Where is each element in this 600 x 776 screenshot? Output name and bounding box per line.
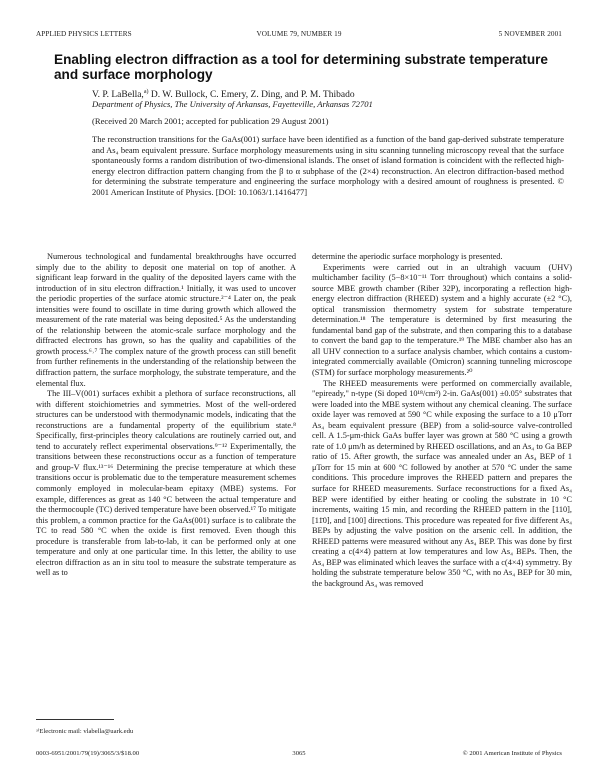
doi-link[interactable]: [DOI: 10.1063/1.1416477] (215, 186, 308, 197)
volume-number: VOLUME 79, NUMBER 19 (256, 30, 342, 38)
received-dates: (Received 20 March 2001; accepted for publication 29 August 2001) (92, 116, 329, 126)
first-author: V. P. LaBella, (92, 90, 144, 101)
page-footer (36, 750, 562, 760)
page-number: 3065 (292, 750, 306, 757)
issue-date: 5 NOVEMBER 2001 (498, 30, 562, 38)
copyright-notice: © 2001 American Institute of Physics. (92, 176, 564, 197)
paragraph: determine the aperiodic surface morphology is presented. (312, 252, 503, 261)
paragraph: Experiments were carried out in an ultrahigh vacuum (UHV) multichamber facility (5−8×10⁻¹¹ Torr throughout) which contains a solid-source MBE growth chamber (Riber 32P), incorporating a reflection high-energy electron diffraction (RHEED) system and a highly accurate (±2 °C), optical transmission thermometry system for substrate temperature determination.¹⁸ The temperature is determined by first measuring the fundamental band gap of the substrate, and then comparing this to a database to convert the band gap to the temperature.¹⁹ The MBE chamber also has an all UHV connection to a surface analysis chamber, which contains a custom-integrated commercially available (Omicron) scanning tunneling microscope (STM) for surface morphology measurements.²⁰ (312, 262, 572, 378)
body-column-left (36, 252, 296, 579)
running-header (36, 30, 562, 42)
other-authors: D. W. Bullock, C. Emery, Z. Ding, and P. M. Thibado (148, 90, 355, 101)
article-title: Enabling electron diffraction as a tool for determining substrate temperature and surface morphology (54, 52, 548, 83)
article-code: 0003-6951/2001/79(19)/3065/3/$18.00 (36, 750, 140, 757)
author-footnote-mark: a) (143, 89, 149, 95)
author-email-footnote: ᵃ⁾Electronic mail: vlabella@uark.edu (36, 728, 134, 735)
paragraph: The III–V(001) surfaces exhibit a plethora of surface reconstructions, all with different stoichiometries and symmetries. Most of the well-ordered structures can be understood with thermodynamic models, indicating that the reconstructions are a fundamental property of the equilibrium state.⁸ Specifically, first-principles theory calculations are routinely carried out, and tend to accurately reflect experimental observations.⁹⁻¹² Experimentally, the transitions between these reconstructions occur as a function of temperature and group-V flux.¹³⁻¹⁶ Determining the precise temperature at which these transitions occur is problematic due to the temperature measurement schemes commonly employed in molecular-beam epitaxy (MBE) systems. For example, differences as great as 140 °C between the actual temperature and the thermocouple (TC) derived temperature have been observed.¹⁷ To mitigate this problem, a common practice for the GaAs(001) surface is to calibrate the TC to read 580 °C when the oxide is first removed. Even though this procedure is transferable from lab-to-lab, it can be performed only at one temperature and only at one particular time. In this letter, the ability to use electron diffraction as an in situ tool to measure the substrate temperature as well as to (36, 389, 296, 578)
paragraph: Numerous technological and fundamental breakthroughs have occurred simply due to the ability to deposit one material on top of another. A significant leap forward in the quality of the deposited layers came with the introduction of in situ electron diffraction.¹ Initially, it was used to uncover the periodic properties of the surface atomic structure.²⁻⁴ Later on, the peak intensities were found to oscillate in time during growth which allowed the measurement of the rate material was being deposited.⁵ As the understanding of the relationship between the atomic-scale surface morphology and the diffracted electrons has grown, so has the quality and capabilities of the growth process.⁶˒⁷ The complex nature of the growth process can still benefit from further refinements in the understanding of the relationship between the diffraction pattern, the surface morphology, the substrate temperature, and the elemental flux. (36, 252, 296, 388)
abstract (92, 134, 564, 198)
affiliation: Department of Physics, The University of Arkansas, Fayetteville, Arkansas 72701 (92, 99, 373, 109)
journal-name: APPLIED PHYSICS LETTERS (36, 30, 132, 38)
body-column-right (312, 252, 572, 590)
abstract-text: The reconstruction transitions for the GaAs(001) surface have been identified as a function of the band gap-derived substrate temperature and As₄ beam equivalent pressure. Surface morphology measurements using in situ scanning tunneling microscopy reveal that the surface spontaneously forms a random distribution of two-dimensional islands. The onset of island formation is coincident with the reflected high-energy electron diffraction pattern changing from the β to α subphase of the (2×4) reconstruction. An electron diffraction-based method for determining the substrate temperature and engineering the surface morphology with a desired amount of roughness is presented. (92, 134, 564, 187)
paragraph: The RHEED measurements were performed on commercially available, "epiready," n-type (Si doped 10¹⁸/cm³) 2-in. GaAs(001) ±0.05° substrates that were loaded into the MBE system without any chemical cleaning. The surface oxide layer was removed at 590 °C while exposing the surface to a 10 μTorr As₄ beam equivalent pressure (BEP) from a solid-source valve-controlled cell. A 1.5-μm-thick GaAs buffer layer was grown at 580 °C using a growth rate of 1.0 μm/h as determined by RHEED oscillations, and an As₄ to Ga BEP ratio of 15. After growth, the surface was annealed under an As₄ BEP of 1 μTorr for 15 min at 600 °C followed by another at 570 °C under the same conditions. This procedure improves the RHEED pattern and prepares the surface for RHEED measurements. Surface reconstructions for a fixed As₄ BEP were identified by either heating or cooling the substrate in 10 °C increments, waiting 15 min, and recording the RHEED pattern in the [110], [11̄0], and [100] directions. This procedure was repeated for five different As₄ BEPs by adjusting the valve position on the arsenic cell. In addition, the RHEED patterns were measured without any As₄ BEP. This was done by first creating a c(4×4) pattern at low temperatures and low As₄ BEPs. Then, the As₄ BEP was eliminated which leaves the surface with a c(4×4) symmetry. By holding the substrate temperature below 350 °C, with no As₄ BEP for 30 min, the background As₄ was removed (312, 378, 572, 588)
publisher-copyright: © 2001 American Institute of Physics (462, 750, 562, 757)
footnote-divider (36, 719, 114, 720)
